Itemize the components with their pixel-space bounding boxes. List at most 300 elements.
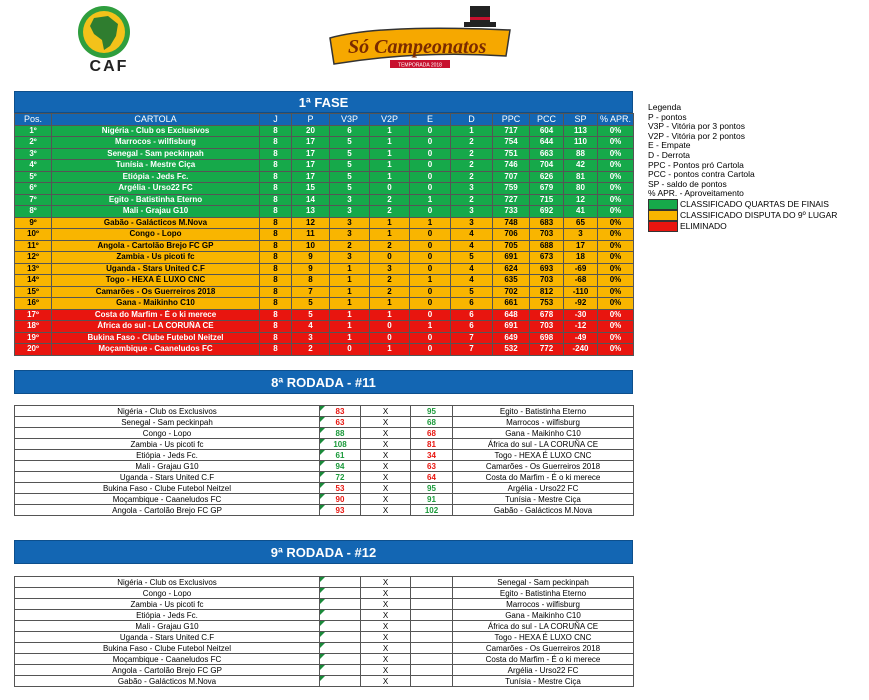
stat-cell: 0% <box>598 125 634 137</box>
stat-cell: 3 <box>330 217 370 229</box>
match-row <box>15 428 634 439</box>
away-score-cell <box>411 632 453 643</box>
away-team-cell: Marrocos - wilfisburg <box>453 599 634 610</box>
match-row <box>15 599 634 610</box>
stat-cell: 12 <box>564 194 598 206</box>
home-score-cell <box>320 610 361 621</box>
home-score-cell <box>320 494 361 505</box>
legend-item: V2P - Vitória por 2 pontos <box>648 130 746 141</box>
stat-cell: 10 <box>292 240 330 252</box>
stat-cell: 626 <box>530 171 564 183</box>
stat-cell: 0% <box>598 171 634 183</box>
away-score: 102 <box>424 505 439 515</box>
home-score-cell <box>320 450 361 461</box>
away-team-cell: Costa do Marfim - É o ki merece <box>453 654 634 665</box>
stat-cell: 65 <box>564 217 598 229</box>
away-team-cell: Egito - Batistinha Eterno <box>453 406 634 417</box>
standings-row <box>15 194 634 206</box>
score-marker <box>320 417 325 422</box>
away-team-cell: Marrocos - wilfisburg <box>453 417 634 428</box>
standings-row <box>15 344 634 356</box>
stat-cell: 1 <box>370 217 410 229</box>
stat-cell: 0% <box>598 252 634 264</box>
stat-cell: 8 <box>260 206 292 218</box>
match-row <box>15 654 634 665</box>
legend-swatch-row <box>648 199 868 210</box>
stat-cell: 688 <box>530 240 564 252</box>
stat-cell: 2 <box>330 240 370 252</box>
versus-cell: X <box>361 577 411 588</box>
team-name-cell: Marrocos - wilfisburg <box>52 137 260 149</box>
away-score: 91 <box>427 494 436 504</box>
stat-cell: 751 <box>493 148 530 160</box>
score-marker <box>320 643 325 648</box>
score-marker <box>320 676 325 681</box>
versus-cell: X <box>361 494 411 505</box>
away-score-cell <box>411 588 453 599</box>
stat-cell: 2 <box>370 194 410 206</box>
home-score-cell <box>320 621 361 632</box>
stat-cell: 8 <box>292 275 330 287</box>
away-score-cell <box>411 621 453 632</box>
versus-cell: X <box>361 621 411 632</box>
team-name-cell: Etiópia - Jeds Fc. <box>52 171 260 183</box>
standings-row <box>15 252 634 264</box>
stat-cell: 19º <box>15 332 52 344</box>
stat-cell: 1 <box>370 137 410 149</box>
stat-cell: 706 <box>493 229 530 241</box>
stat-cell: 0% <box>598 321 634 333</box>
standings-row <box>15 206 634 218</box>
stat-cell: 17 <box>564 240 598 252</box>
stat-cell: 10º <box>15 229 52 241</box>
stat-cell: 1 <box>370 229 410 241</box>
stat-cell: 9 <box>292 252 330 264</box>
round9-table <box>14 576 634 687</box>
stat-cell: 644 <box>530 137 564 149</box>
match-row <box>15 588 634 599</box>
home-score-cell <box>320 588 361 599</box>
standings-row <box>15 229 634 241</box>
so-campeonatos-logo <box>320 4 520 74</box>
stat-cell: 3 <box>451 206 493 218</box>
score-marker <box>320 505 325 510</box>
stat-cell: 4 <box>451 240 493 252</box>
away-team-cell: Gana - Maikinho C10 <box>453 428 634 439</box>
stat-cell: 1 <box>330 263 370 275</box>
stat-cell: 4 <box>451 229 493 241</box>
stat-cell: 683 <box>530 217 564 229</box>
away-score-cell <box>411 577 453 588</box>
stat-cell: 532 <box>493 344 530 356</box>
away-score-cell <box>411 494 453 505</box>
legend-item: E - Empate <box>648 140 691 151</box>
match-row <box>15 450 634 461</box>
team-name-cell: Togo - HEXA É LUXO CNC <box>52 275 260 287</box>
stat-cell: 8 <box>260 321 292 333</box>
match-row <box>15 461 634 472</box>
score-marker <box>320 428 325 433</box>
home-score: 88 <box>335 428 345 438</box>
score-marker <box>320 450 325 455</box>
home-team-cell: Gabão - Galácticos M.Nova <box>15 676 320 687</box>
standings-row <box>15 321 634 333</box>
round9-title: 9ª RODADA - #12 <box>14 540 633 564</box>
home-team-cell: Zambia - Us picoti fc <box>15 439 320 450</box>
stat-cell: 703 <box>530 275 564 287</box>
match-row <box>15 621 634 632</box>
stat-cell: 717 <box>493 125 530 137</box>
away-score-cell <box>411 450 453 461</box>
standings-row <box>15 217 634 229</box>
stat-cell: 8 <box>260 229 292 241</box>
away-team-cell: Camarões - Os Guerreiros 2018 <box>453 461 634 472</box>
team-name-cell: África do sul - LA CORUÑA CE <box>52 321 260 333</box>
home-score: 93 <box>335 505 345 515</box>
home-team-cell: Zambia - Us picoti fc <box>15 599 320 610</box>
versus-cell: X <box>361 439 411 450</box>
away-team-cell: África do sul - LA CORUÑA CE <box>453 621 634 632</box>
score-marker <box>320 472 325 477</box>
stat-cell: 8 <box>260 332 292 344</box>
stat-cell: 0 <box>410 171 451 183</box>
stat-cell: 12 <box>292 217 330 229</box>
away-score-cell <box>411 483 453 494</box>
stat-cell: 754 <box>493 137 530 149</box>
stat-cell: 3º <box>15 148 52 160</box>
versus-cell: X <box>361 428 411 439</box>
stat-cell: 0% <box>598 183 634 195</box>
home-score-cell <box>320 406 361 417</box>
legend-swatch-row <box>648 210 868 221</box>
match-row <box>15 472 634 483</box>
stat-cell: 20 <box>292 125 330 137</box>
stat-cell: 88 <box>564 148 598 160</box>
standings-row <box>15 263 634 275</box>
versus-cell: X <box>361 599 411 610</box>
home-score-cell <box>320 577 361 588</box>
away-team-cell: Camarões - Os Guerreiros 2018 <box>453 643 634 654</box>
standings-row <box>15 171 634 183</box>
stat-cell: 1 <box>330 309 370 321</box>
stat-cell: 8 <box>260 344 292 356</box>
home-score: 72 <box>335 472 345 482</box>
stat-cell: 673 <box>530 252 564 264</box>
team-name-cell: Congo - Lopo <box>52 229 260 241</box>
stat-cell: 1 <box>370 160 410 172</box>
stat-cell: 15 <box>292 183 330 195</box>
standings-row <box>15 309 634 321</box>
stat-cell: 0% <box>598 229 634 241</box>
home-score-cell <box>320 632 361 643</box>
stat-cell: 0 <box>410 286 451 298</box>
versus-cell: X <box>361 417 411 428</box>
stat-cell: 17 <box>292 160 330 172</box>
away-team-cell: Costa do Marfim - É o ki merece <box>453 472 634 483</box>
versus-cell: X <box>361 483 411 494</box>
legend-swatch <box>648 221 678 232</box>
stat-cell: 2 <box>451 148 493 160</box>
stat-cell: 1 <box>370 298 410 310</box>
home-team-cell: Nigéria - Club os Exclusivos <box>15 577 320 588</box>
standings-header-cell: PPC <box>493 114 530 126</box>
stat-cell: 8 <box>260 217 292 229</box>
standings-header-cell: V3P <box>330 114 370 126</box>
score-marker <box>320 654 325 659</box>
legend-swatch <box>648 199 678 210</box>
standings-row <box>15 332 634 344</box>
score-marker <box>320 406 325 411</box>
versus-cell: X <box>361 472 411 483</box>
away-team-cell: Tunísia - Mestre Ciça <box>453 494 634 505</box>
stat-cell: 2 <box>370 275 410 287</box>
away-score: 63 <box>427 461 436 471</box>
stat-cell: 11º <box>15 240 52 252</box>
standings-row <box>15 286 634 298</box>
score-marker <box>320 577 325 582</box>
stat-cell: 7 <box>451 332 493 344</box>
away-score-cell <box>411 610 453 621</box>
score-marker <box>320 494 325 499</box>
team-name-cell: Egito - Batistinha Eterno <box>52 194 260 206</box>
legend-item: PPC - Pontos pró Cartola <box>648 159 744 170</box>
team-name-cell: Moçambique - Caaneludos FC <box>52 344 260 356</box>
stat-cell: 2 <box>451 194 493 206</box>
home-team-cell: Angola - Cartolão Brejo FC GP <box>15 505 320 516</box>
stat-cell: 14º <box>15 275 52 287</box>
match-row <box>15 406 634 417</box>
home-score-cell <box>320 676 361 687</box>
home-score-cell <box>320 505 361 516</box>
stat-cell: 604 <box>530 125 564 137</box>
stat-cell: 4 <box>451 263 493 275</box>
home-team-cell: Mali - Grajau G10 <box>15 461 320 472</box>
stat-cell: 0 <box>410 263 451 275</box>
home-score: 108 <box>333 439 347 449</box>
stat-cell: 13º <box>15 263 52 275</box>
stat-cell: 753 <box>530 298 564 310</box>
stat-cell: 8 <box>260 275 292 287</box>
team-name-cell: Gabão - Galácticos M.Nova <box>52 217 260 229</box>
stat-cell: 0% <box>598 263 634 275</box>
standings-header-cell: Pos. <box>15 114 52 126</box>
phase-title: 1ª FASE <box>14 91 633 113</box>
home-score-cell <box>320 439 361 450</box>
stat-cell: 663 <box>530 148 564 160</box>
match-row <box>15 505 634 516</box>
away-team-cell: África do sul - LA CORUÑA CE <box>453 439 634 450</box>
away-score-cell <box>411 505 453 516</box>
stat-cell: 746 <box>493 160 530 172</box>
match-row <box>15 643 634 654</box>
stat-cell: 8 <box>260 148 292 160</box>
away-score: 68 <box>427 428 436 438</box>
home-team-cell: Moçambique - Caaneludos FC <box>15 494 320 505</box>
score-marker <box>320 621 325 626</box>
score-marker <box>320 665 325 670</box>
stat-cell: 678 <box>530 309 564 321</box>
stat-cell: 691 <box>493 321 530 333</box>
stat-cell: 0 <box>410 309 451 321</box>
stat-cell: 3 <box>330 206 370 218</box>
stat-cell: 0 <box>410 229 451 241</box>
home-score: 53 <box>335 483 345 493</box>
stat-cell: 3 <box>370 263 410 275</box>
match-row <box>15 665 634 676</box>
home-score: 63 <box>335 417 345 427</box>
team-name-cell: Bukina Faso - Clube Futebol Neitzel <box>52 332 260 344</box>
versus-cell: X <box>361 406 411 417</box>
away-score-cell <box>411 472 453 483</box>
stat-cell: 3 <box>330 252 370 264</box>
score-marker <box>320 599 325 604</box>
home-team-cell: Nigéria - Club os Exclusivos <box>15 406 320 417</box>
stat-cell: 4 <box>292 321 330 333</box>
stat-cell: 8 <box>260 183 292 195</box>
match-row <box>15 676 634 687</box>
stat-cell: 8 <box>260 160 292 172</box>
team-name-cell: Tunísia - Mestre Ciça <box>52 160 260 172</box>
stat-cell: 648 <box>493 309 530 321</box>
stat-cell: 15º <box>15 286 52 298</box>
away-team-cell: Senegal - Sam peckinpah <box>453 577 634 588</box>
away-score: 95 <box>427 483 436 493</box>
away-team-cell: Egito - Batistinha Eterno <box>453 588 634 599</box>
legend-item: P - pontos <box>648 111 687 122</box>
legend-item: V3P - Vitória por 3 pontos <box>648 121 746 132</box>
stat-cell: 2 <box>451 137 493 149</box>
stat-cell: 2 <box>451 160 493 172</box>
stat-cell: 1 <box>410 217 451 229</box>
team-name-cell: Senegal - Sam peckinpah <box>52 148 260 160</box>
stat-cell: 703 <box>530 321 564 333</box>
stat-cell: 0 <box>410 344 451 356</box>
stat-cell: 702 <box>493 286 530 298</box>
standings-header-cell: E <box>410 114 451 126</box>
score-marker <box>320 632 325 637</box>
stat-cell: 748 <box>493 217 530 229</box>
score-marker <box>320 461 325 466</box>
stat-cell: -92 <box>564 298 598 310</box>
stat-cell: 8º <box>15 206 52 218</box>
season-text: TEMPORADA 2018 <box>398 62 442 69</box>
stat-cell: 715 <box>530 194 564 206</box>
stat-cell: 5 <box>330 137 370 149</box>
stat-cell: 5 <box>451 286 493 298</box>
stat-cell: 5 <box>330 183 370 195</box>
stat-cell: 2 <box>370 240 410 252</box>
away-score-cell <box>411 643 453 654</box>
stat-cell: 5 <box>451 252 493 264</box>
standings-header-cell: SP <box>564 114 598 126</box>
standings-row <box>15 137 634 149</box>
stat-cell: 661 <box>493 298 530 310</box>
stat-cell: 705 <box>493 240 530 252</box>
versus-cell: X <box>361 632 411 643</box>
standings-row <box>15 148 634 160</box>
match-row <box>15 632 634 643</box>
home-score: 83 <box>335 406 345 416</box>
stat-cell: 16º <box>15 298 52 310</box>
stat-cell: 5 <box>330 171 370 183</box>
standings-header-cell: PCC <box>530 114 564 126</box>
away-team-cell: Togo - HEXA É LUXO CNC <box>453 632 634 643</box>
away-score-cell <box>411 461 453 472</box>
stat-cell: 0% <box>598 160 634 172</box>
stat-cell: 5 <box>292 298 330 310</box>
stat-cell: 8 <box>260 263 292 275</box>
stat-cell: 3 <box>451 217 493 229</box>
home-score: 61 <box>335 450 345 460</box>
versus-cell: X <box>361 665 411 676</box>
home-score-cell <box>320 654 361 665</box>
standings-header-cell: V2P <box>370 114 410 126</box>
away-score: 34 <box>427 450 436 460</box>
stat-cell: 0 <box>410 206 451 218</box>
versus-cell: X <box>361 450 411 461</box>
stat-cell: -69 <box>564 263 598 275</box>
stat-cell: 0 <box>410 252 451 264</box>
stat-cell: 7 <box>292 286 330 298</box>
legend-swatch-label: ELIMINADO <box>680 220 727 231</box>
stat-cell: 0 <box>330 344 370 356</box>
home-team-cell: Uganda - Stars United C.F <box>15 472 320 483</box>
team-name-cell: Mali - Grajau G10 <box>52 206 260 218</box>
away-score-cell <box>411 439 453 450</box>
round8-title: 8ª RODADA - #11 <box>14 370 633 394</box>
stat-cell: 8 <box>260 298 292 310</box>
score-marker <box>320 483 325 488</box>
stat-cell: 0% <box>598 332 634 344</box>
stat-cell: 9 <box>292 263 330 275</box>
stat-cell: 3 <box>292 332 330 344</box>
stat-cell: 3 <box>330 194 370 206</box>
stat-cell: 1 <box>330 332 370 344</box>
stat-cell: -68 <box>564 275 598 287</box>
stat-cell: 0 <box>370 321 410 333</box>
away-score-cell <box>411 665 453 676</box>
stat-cell: 0 <box>410 240 451 252</box>
stat-cell: 649 <box>493 332 530 344</box>
stat-cell: 3 <box>330 229 370 241</box>
away-team-cell: Argélia - Urso22 FC <box>453 483 634 494</box>
versus-cell: X <box>361 505 411 516</box>
stat-cell: 1º <box>15 125 52 137</box>
stat-cell: 1 <box>451 125 493 137</box>
team-name-cell: Nigéria - Club os Exclusivos <box>52 125 260 137</box>
away-score-cell <box>411 676 453 687</box>
away-score: 81 <box>427 439 436 449</box>
stat-cell: 1 <box>330 321 370 333</box>
stat-cell: 6º <box>15 183 52 195</box>
stat-cell: 1 <box>410 194 451 206</box>
stat-cell: -49 <box>564 332 598 344</box>
team-name-cell: Costa do Marfim - É o ki merece <box>52 309 260 321</box>
stat-cell: 812 <box>530 286 564 298</box>
stat-cell: 6 <box>330 125 370 137</box>
stat-cell: 2 <box>292 344 330 356</box>
away-score: 68 <box>427 417 436 427</box>
stat-cell: 0 <box>370 252 410 264</box>
stat-cell: 0% <box>598 240 634 252</box>
stat-cell: 1 <box>330 286 370 298</box>
stat-cell: 0% <box>598 344 634 356</box>
stat-cell: 8 <box>260 286 292 298</box>
score-marker <box>320 588 325 593</box>
standings-header-cell: % APR. <box>598 114 634 126</box>
legend-item: PCC - pontos contra Cartola <box>648 169 755 180</box>
home-team-cell: Angola - Cartolão Brejo FC GP <box>15 665 320 676</box>
